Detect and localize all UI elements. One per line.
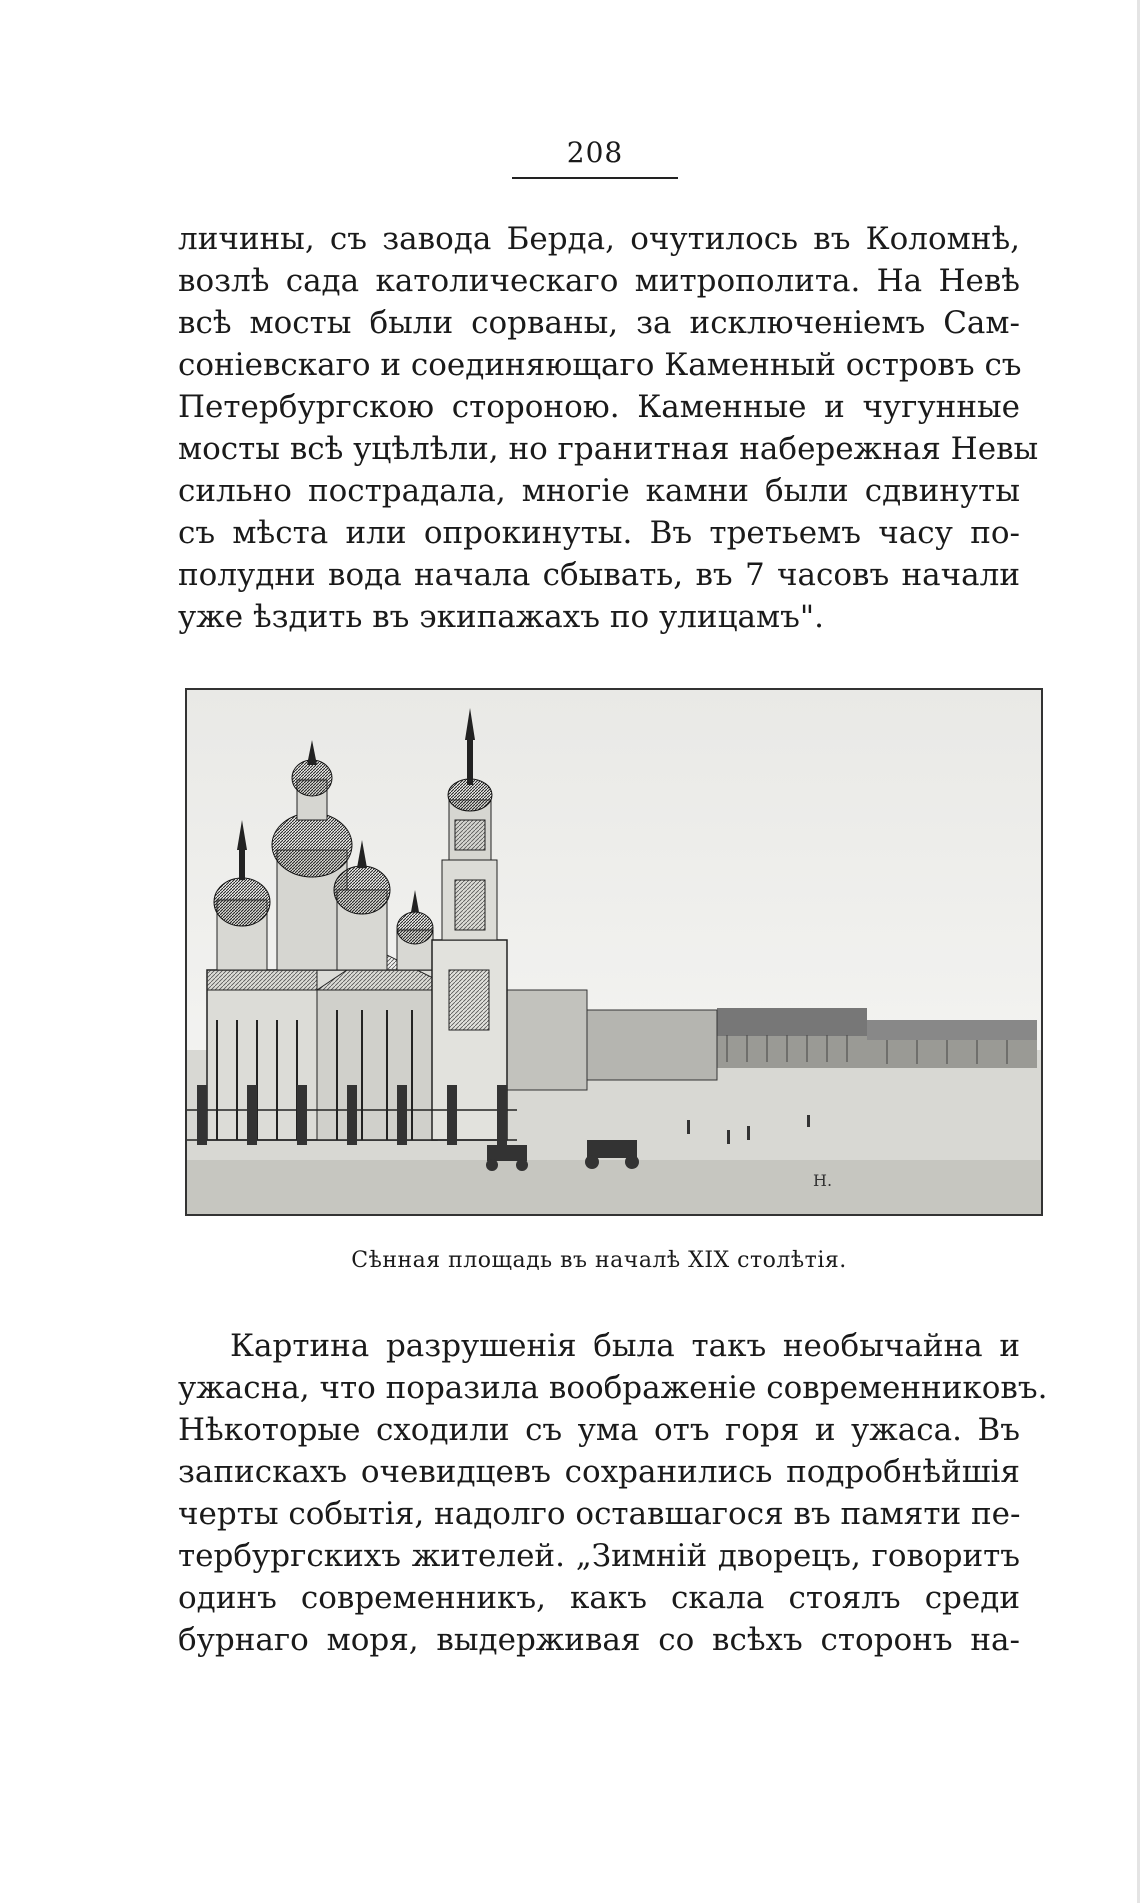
text-line: запискахъ очевидцевъ сохранились подробнѣйшія (178, 1454, 1020, 1490)
text-line: ужасна, что поразила воображеніе современниковъ. (178, 1370, 1048, 1406)
text-line: Нѣкоторые сходили съ ума отъ горя и ужаса. Въ (178, 1412, 1020, 1448)
text-line: личины, съ завода Берда, очутилось въ Коломнѣ, (178, 221, 1020, 257)
engraving-illustration (185, 688, 1043, 1216)
text-line: Картина разрушенія была такъ необычайна и (230, 1328, 1020, 1364)
figure-caption: Сѣнная площадь въ началѣ XIX столѣтія. (351, 1248, 847, 1273)
text-line: одинъ современникъ, какъ скала стоялъ среди (178, 1580, 1020, 1616)
page-number-rule (512, 177, 678, 179)
text-line: съ мѣста или опрокинуты. Въ третьемъ часу по- (178, 515, 1020, 551)
text-line: сильно пострадала, многіе камни были сдвинуты (178, 473, 1020, 509)
text-line: полудни вода начала сбывать, въ 7 часовъ начали (178, 557, 1020, 593)
page-number: 208 (566, 136, 624, 169)
text-line: возлѣ сада католическаго митрополита. На Невѣ (178, 263, 1020, 299)
text-line: уже ѣздить въ экипажахъ по улицамъ". (178, 599, 824, 635)
engraving-drawing (187, 690, 1041, 1214)
text-line: соніевскаго и соединяющаго Каменный островъ съ (178, 347, 1022, 383)
text-line: бурнаго моря, выдерживая со всѣхъ сторонъ на- (178, 1622, 1020, 1658)
paragraph-1 (178, 218, 1039, 638)
text-line: всѣ мосты были сорваны, за исключеніемъ Сам- (178, 305, 1020, 341)
text-line: черты событія, надолго оставшагося въ памяти пе- (178, 1496, 1021, 1532)
paragraph-2 (178, 1325, 1048, 1661)
text-line: тербургскихъ жителей. „Зимній дворецъ, говоритъ (178, 1538, 1020, 1574)
engraver-monogram: Н. (813, 1171, 833, 1190)
text-line: мосты всѣ уцѣлѣли, но гранитная набережная Невы (178, 431, 1039, 467)
text-line: Петербургскою стороною. Каменные и чугунные (178, 389, 1020, 425)
